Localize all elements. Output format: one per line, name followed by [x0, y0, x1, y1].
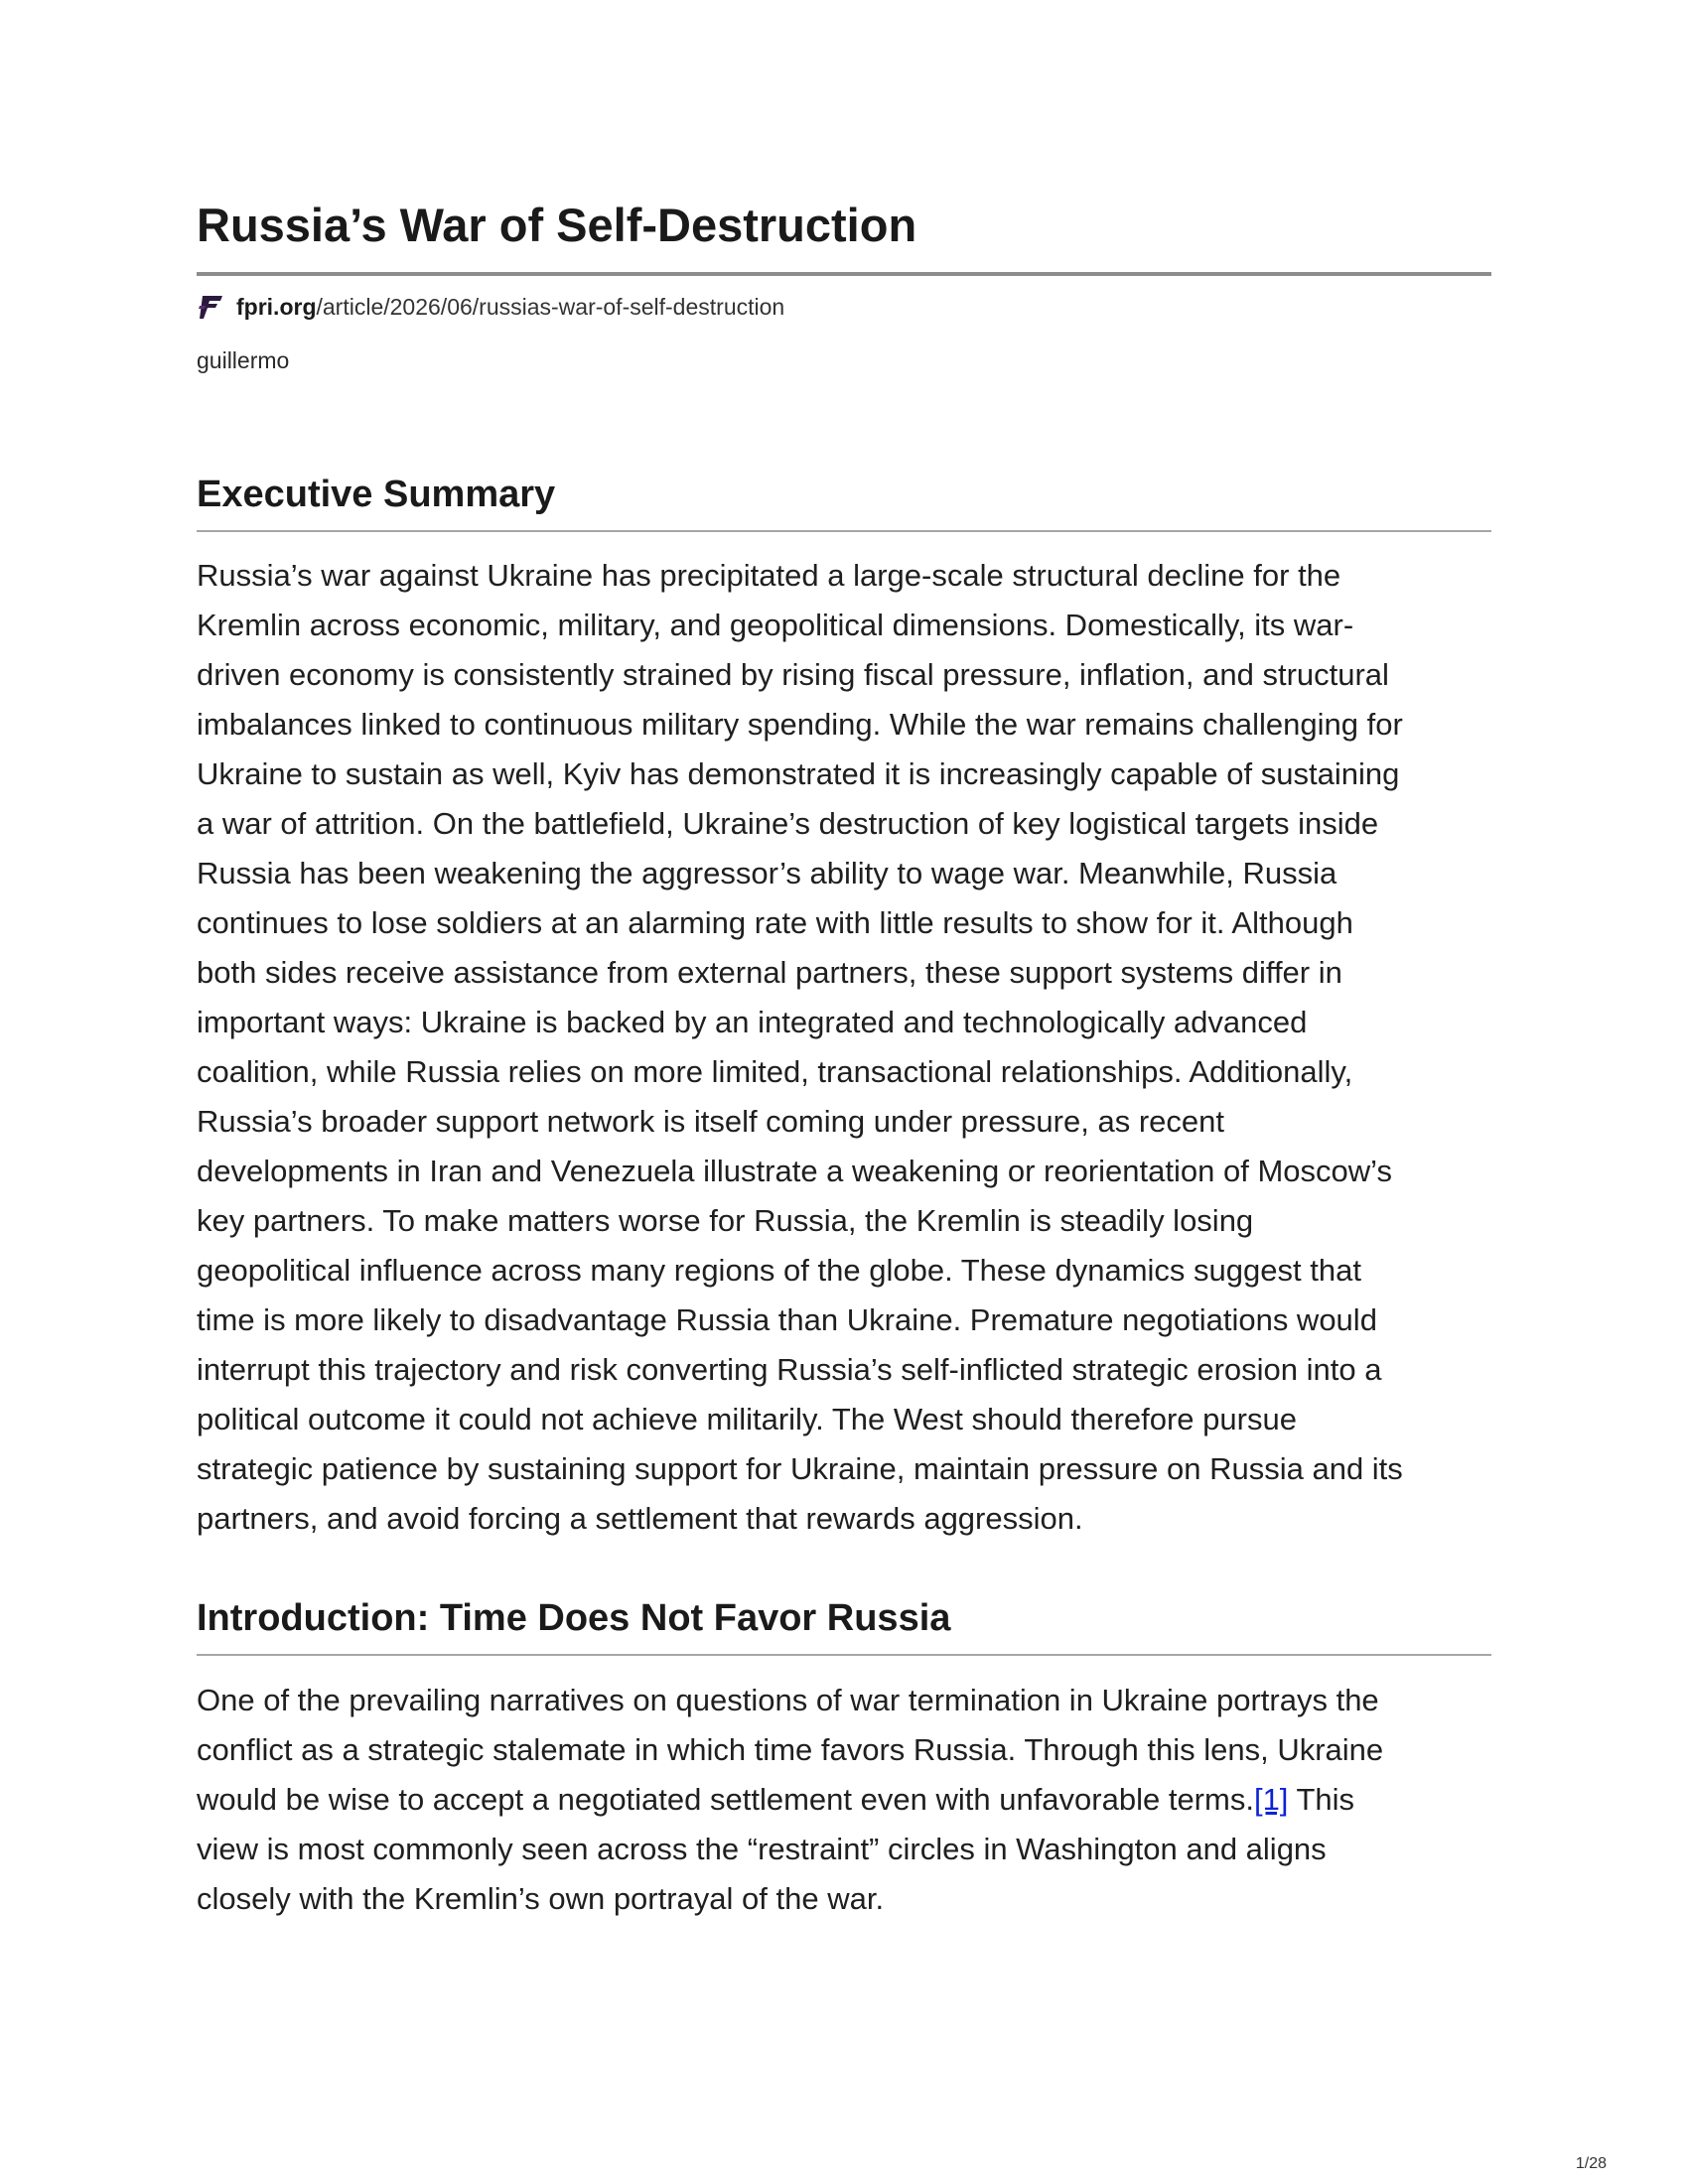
fpri-logo-icon: [197, 293, 224, 321]
paragraph-line: coalition, while Russia relies on more limited, transactional relationships. Additionally,: [197, 1054, 1353, 1089]
paragraph-line: both sides receive assistance from external partners, these support systems differ in: [197, 955, 1342, 990]
paragraph-line: driven economy is consistently strained by rising fiscal pressure, inflation, and structural: [197, 657, 1389, 692]
paragraph-line: Ukraine to sustain as well, Kyiv has demonstrated it is increasingly capable of sustaining: [197, 756, 1400, 791]
title-divider: [197, 272, 1491, 276]
source-row[interactable]: [197, 291, 784, 323]
paragraph-line: partners, and avoid forcing a settlement that rewards aggression.: [197, 1501, 1083, 1536]
footnote-link-1[interactable]: [1]: [1253, 1782, 1289, 1817]
section-heading-executive-summary: Executive Summary: [197, 474, 556, 515]
paragraph-line: time is more likely to disadvantage Russia than Ukraine. Premature negotiations would: [197, 1302, 1377, 1337]
paragraph-line: strategic patience by sustaining support for Ukraine, maintain pressure on Russia and its: [197, 1451, 1403, 1486]
paragraph-line: Russia’s broader support network is itself coming under pressure, as recent: [197, 1104, 1224, 1139]
paragraph-line: geopolitical influence across many regions of the globe. These dynamics suggest that: [197, 1253, 1361, 1288]
paragraph-line: interrupt this trajectory and risk converting Russia’s self-inflicted strategic erosion into a: [197, 1352, 1382, 1387]
paragraph-line: conflict as a strategic stalemate in which time favors Russia. Through this lens, Ukraine: [197, 1732, 1384, 1767]
paragraph-line: One of the prevailing narratives on questions of war termination in Ukraine portrays the: [197, 1683, 1379, 1717]
section-divider: [197, 1654, 1491, 1656]
paragraph-line: political outcome it could not achieve militarily. The West should therefore pursue: [197, 1402, 1297, 1436]
page-number: 1/28: [1575, 2155, 1607, 2172]
paragraph-line: key partners. To make matters worse for Russia, the Kremlin is steadily losing: [197, 1203, 1254, 1238]
article-title: Russia’s War of Self-Destruction: [197, 199, 917, 251]
paragraph-line: closely with the Kremlin’s own portrayal of the war.: [197, 1881, 885, 1916]
paragraph-line: Russia has been weakening the aggressor’s ability to wage war. Meanwhile, Russia: [197, 856, 1337, 890]
paragraph-line: imbalances linked to continuous military spending. While the war remains challenging for: [197, 707, 1403, 742]
paragraph-line: important ways: Ukraine is backed by an integrated and technologically advanced: [197, 1005, 1308, 1039]
source-domain[interactable]: fpri.org: [236, 293, 317, 320]
paragraph-line: Russia’s war against Ukraine has precipitated a large-scale structural decline for the: [197, 558, 1341, 593]
section-divider: [197, 530, 1491, 532]
introduction-paragraph: [197, 1676, 1493, 1924]
paragraph-line: Kremlin across economic, military, and geopolitical dimensions. Domestically, its war-: [197, 608, 1354, 642]
paragraph-line: continues to lose soldiers at an alarming rate with little results to show for it. Although: [197, 905, 1353, 940]
line-text: This: [1288, 1782, 1355, 1817]
paragraph-line: view is most commonly seen across the “restraint” circles in Washington and aligns: [197, 1832, 1327, 1866]
paragraph-line: a war of attrition. On the battlefield, Ukraine’s destruction of key logistical targets inside: [197, 806, 1379, 841]
line-text: would be wise to accept a negotiated settlement even with unfavorable terms.: [197, 1782, 1254, 1817]
author-name: guillermo: [197, 347, 290, 373]
source-path[interactable]: /article/2026/06/russias-war-of-self-destruction: [316, 293, 785, 320]
section-heading-introduction: Introduction: Time Does Not Favor Russia: [197, 1597, 951, 1639]
paragraph-line: [197, 1775, 1493, 1825]
paragraph-line: developments in Iran and Venezuela illustrate a weakening or reorientation of Moscow’s: [197, 1154, 1392, 1188]
executive-summary-paragraph: [197, 551, 1493, 1544]
